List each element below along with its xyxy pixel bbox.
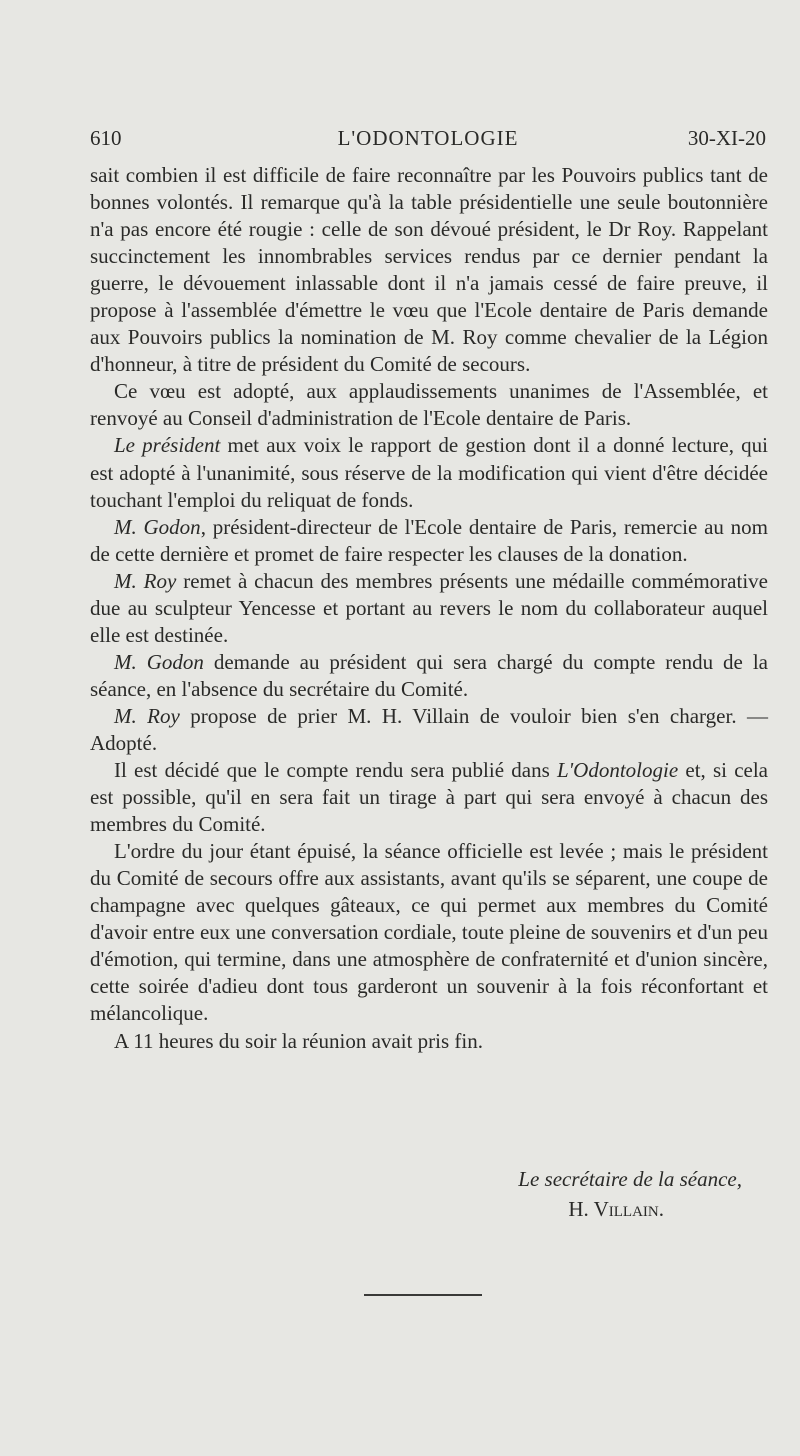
journal-title: L'ODONTOLOGIE bbox=[337, 126, 519, 150]
article-body bbox=[90, 162, 768, 1055]
paragraph bbox=[90, 514, 768, 568]
paragraph bbox=[90, 1028, 768, 1055]
text-run: Il est décidé que le compte rendu sera publié dans bbox=[114, 758, 557, 783]
signature-name: H. Villain. bbox=[568, 1197, 664, 1221]
signature-title: Le secrétaire de la séance, bbox=[518, 1167, 742, 1191]
italic-run: M. Roy bbox=[114, 568, 177, 593]
italic-run: Le président bbox=[114, 433, 221, 458]
text-run: demande au président qui sera chargé du compte rendu de la séance, en l'absence du secrétaire du Comité. bbox=[90, 649, 768, 701]
italic-run: M. Roy bbox=[114, 703, 180, 728]
text-run: A 11 heures du soir la réunion avait pris fin. bbox=[114, 1028, 483, 1053]
text-run: L'ordre du jour étant épuisé, la séance officielle est levée ; mais le président du Comité de secours offre aux assistants, avant qu'ils se séparent, une coupe de champagne avec quelques gâteaux, ce qui permet aux membres du Comité d'avoir entre eux une conversation cordiale, toute pleine de souvenirs et d'un peu d'émotion, qui termine, dans une atmosphère de confraternité et d'union sincère, cette soirée d'adieu dont tous garderont un souvenir à la fois réconfortant et mélancolique. bbox=[90, 839, 768, 1026]
italic-run: M. Godon bbox=[114, 514, 201, 539]
paragraph bbox=[90, 162, 768, 378]
paragraph bbox=[90, 703, 768, 757]
italic-run: M. Godon bbox=[114, 649, 204, 674]
signature-block bbox=[90, 1164, 742, 1224]
paragraph bbox=[90, 757, 768, 838]
paragraph bbox=[90, 432, 768, 513]
text-run: remet à chacun des membres présents une médaille commémorative due au sculpteur Yencesse et portant au revers le nom du collaborateur auquel elle est destinée. bbox=[90, 568, 768, 647]
text-run: et, si cela est possible, qu'il en sera fait un tirage à part qui sera envoyé à chacun des membres du Comité. bbox=[90, 758, 769, 837]
page-number: 610 bbox=[90, 126, 122, 150]
paragraph bbox=[90, 838, 768, 1027]
text-run: sait combien il est difficile de faire reconnaître par les Pouvoirs publics tant de bonnes volontés. Il remarque qu'à la table présidentielle une seule boutonnière n'a pas encore été rougie : celle de son dévoué président, le Dr Roy. Rappelant succinctement les innombrables services rendus par ce dernier pendant la guerre, le dévouement inlassable dont il n'a jamais cessé de faire preuve, il propose à l'assemblée d'émettre le vœu que l'Ecole dentaire de Paris demande aux Pouvoirs publics la nomination de M. Roy comme chevalier de la Légion d'honneur, à titre de président du Comité de secours. bbox=[90, 163, 768, 377]
end-rule bbox=[364, 1294, 482, 1296]
paragraph bbox=[90, 568, 768, 649]
paragraph bbox=[90, 649, 768, 703]
text-run: Ce vœu est adopté, aux applaudissements unanimes de l'Assemblée, et renvoyé au Conseil d'administration de l'Ecole dentaire de Paris. bbox=[90, 379, 768, 431]
text-run: propose de prier M. H. Villain de vouloir bien s'en charger. — Adopté. bbox=[90, 703, 768, 755]
text-run: met aux voix le rapport de gestion dont il a donné lecture, qui est adopté à l'unanimité, sous réserve de la modification qui vient d'être décidée touchant l'emploi du reliquat de fonds. bbox=[90, 433, 769, 512]
italic-run: L'Odontologie bbox=[556, 758, 679, 783]
text-run: , président-directeur de l'Ecole dentaire de Paris, remercie au nom de cette dernière et promet de faire respecter les clauses de la donation. bbox=[90, 514, 768, 566]
running-header bbox=[90, 126, 766, 156]
issue-date: 30-XI-20 bbox=[687, 126, 766, 150]
paragraph bbox=[90, 378, 768, 432]
